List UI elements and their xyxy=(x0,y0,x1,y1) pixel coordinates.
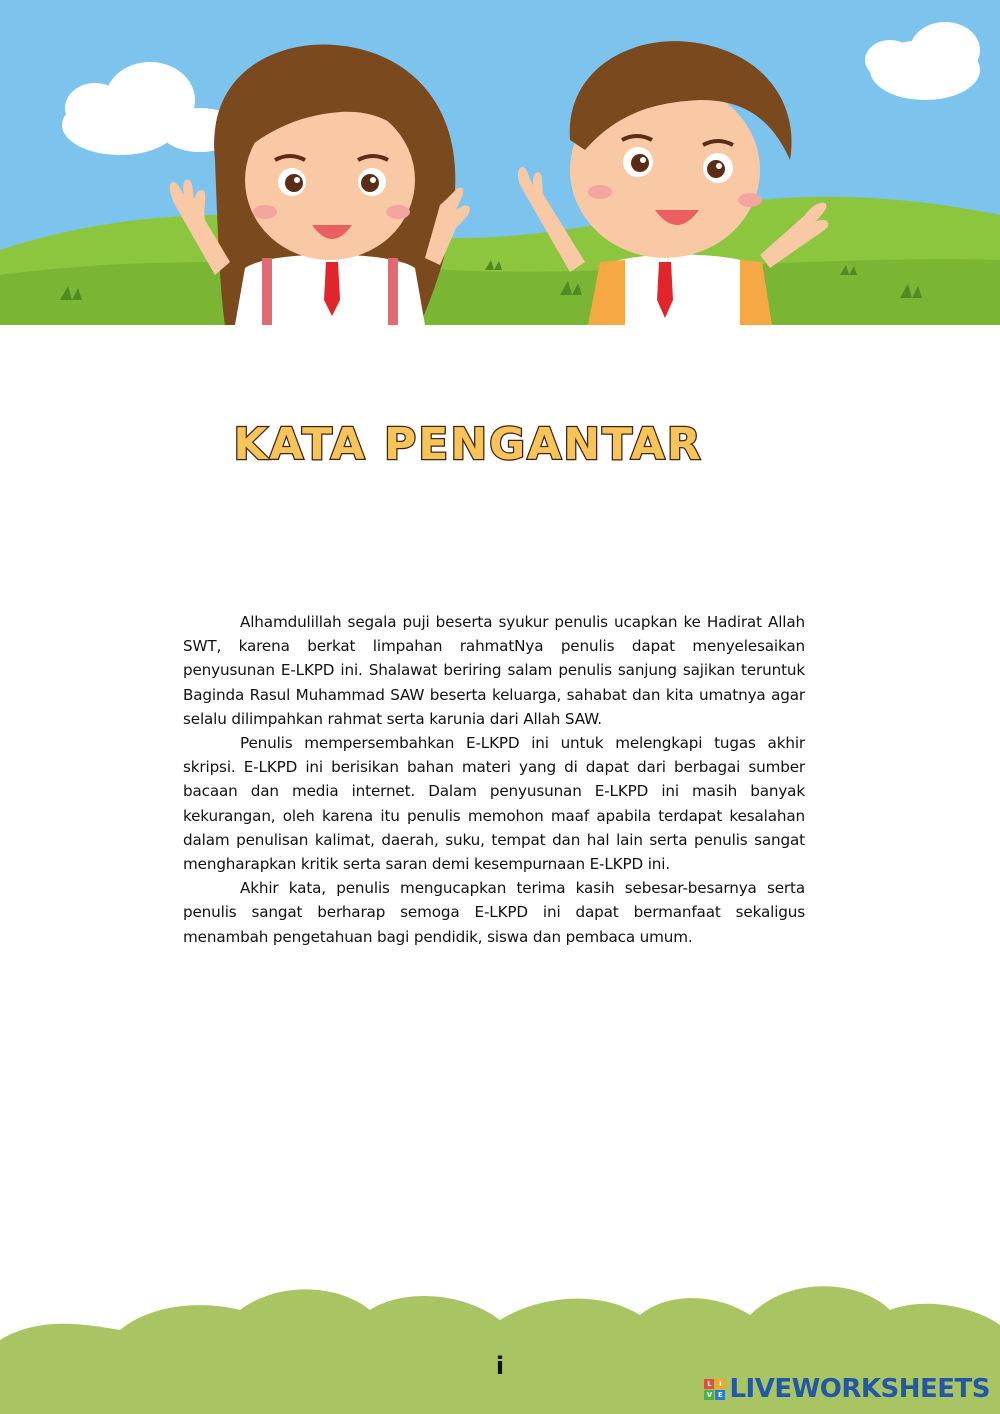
paragraph-2: Penulis mempersembahkan E-LKPD ini untuk melengkapi tugas akhir skripsi. E-LKPD ini berisikan bahan materi yang di dapat dari berbagai sumber bacaan dan media internet. Dalam penyusunan E-LKPD ini masih banyak kekurangan, oleh karena itu penulis memohon maaf apabila terdapat kesalahan dalam penulisan kalimat, daerah, suku, tempat dan hal lain serta penulis sangat mengharapkan kritik serta saran demi kesempurnaan E-LKPD ini. xyxy=(183,734,805,874)
title-text: KATA PENGANTAR xyxy=(233,419,703,470)
banner-illustration xyxy=(0,0,1000,325)
paragraph-1: Alhamdulillah segala puji beserta syukur penulis ucapkan ke Hadirat Allah SWT, karena berkat limpahan rahmatNya penulis dapat menyelesaikan penyusunan E-LKPD ini. Shalawat beriring salam penulis sanjung sajikan teruntuk Baginda Rasul Muhammad SAW beserta keluarga, sahabat dan kita umatnya agar selalu dilimpahkan rahmat serta karunia dari Allah SAW. xyxy=(183,613,805,728)
logo-letter: L xyxy=(704,1379,714,1389)
brand-name: LIVEWORKSHEETS xyxy=(729,1374,990,1404)
two-children-waving-icon xyxy=(0,0,1000,325)
logo-letter: E xyxy=(715,1390,725,1400)
foreword-text xyxy=(183,610,805,949)
liveworksheets-brand[interactable] xyxy=(704,1374,990,1404)
liveworksheets-logo-icon xyxy=(704,1379,725,1400)
logo-letter: V xyxy=(704,1390,714,1400)
page-number: i xyxy=(495,1352,505,1380)
page-title xyxy=(0,405,1000,485)
logo-letter: I xyxy=(715,1379,725,1389)
paragraph-3: Akhir kata, penulis mengucapkan terima kasih sebesar-besarnya serta penulis sangat berharap semoga E-LKPD ini dapat bermanfaat sekaligus menambah pengetahuan bagi pendidik, siswa dan pembaca umum. xyxy=(183,879,805,946)
